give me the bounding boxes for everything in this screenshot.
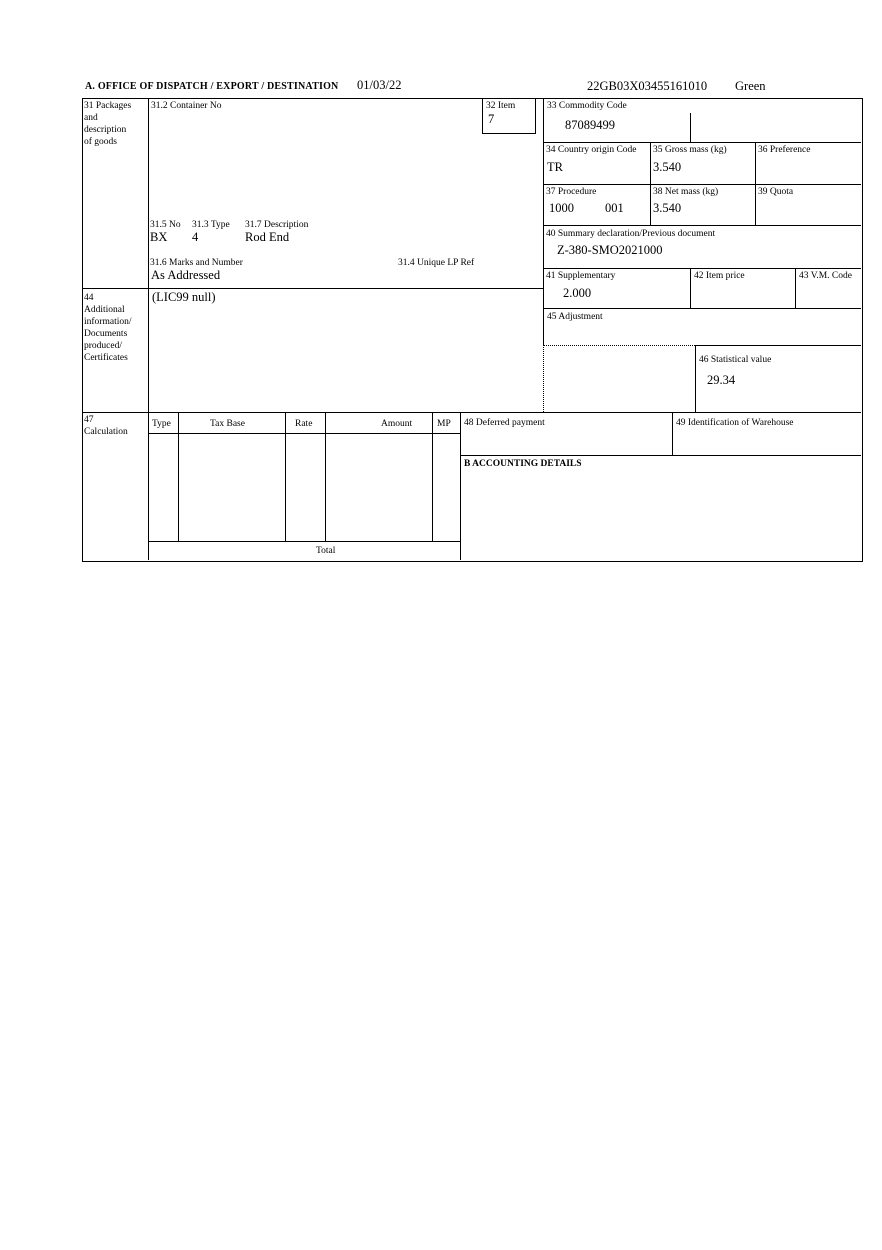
box31-3-type-value: 4 xyxy=(192,230,199,244)
box49-warehouse-label: 49 Identification of Warehouse xyxy=(676,418,794,428)
box31-4-lp-ref-label: 31.4 Unique LP Ref xyxy=(398,258,475,268)
divider xyxy=(148,98,149,560)
divider xyxy=(325,412,326,541)
box31-label-line: of goods xyxy=(84,137,117,147)
box35-gross-mass-value: 3.540 xyxy=(653,160,682,174)
box37-procedure-value-secondary: 001 xyxy=(605,201,624,215)
box31-6-marks-label: 31.6 Marks and Number xyxy=(150,258,243,268)
divider xyxy=(695,345,696,412)
divider xyxy=(82,288,543,289)
box47-label-line: 47 xyxy=(84,415,94,425)
divider xyxy=(482,98,483,133)
movement-reference-number: 22GB03X03455161010 xyxy=(587,79,708,93)
calc-col-rate: Rate xyxy=(295,419,313,429)
box43-vm-code-label: 43 V.M. Code xyxy=(799,271,852,281)
box39-quota-label: 39 Quota xyxy=(758,187,794,197)
calc-col-type: Type xyxy=(152,419,171,429)
box31-5-no-value: BX xyxy=(150,230,168,244)
box41-supplementary-value: 2.000 xyxy=(563,286,592,300)
box44-label xyxy=(84,292,132,364)
divider xyxy=(543,268,861,269)
divider xyxy=(695,345,861,346)
divider xyxy=(543,142,861,143)
box31-6-marks-value: As Addressed xyxy=(151,268,221,282)
divider xyxy=(460,412,461,560)
box31-5-no-label: 31.5 No xyxy=(150,220,181,230)
box47-label xyxy=(84,414,128,438)
box31-label-line: 31 Packages xyxy=(84,101,132,111)
calc-col-amount: Amount xyxy=(381,419,413,429)
routing-status: Green xyxy=(735,79,766,93)
box44-label-line: Certificates xyxy=(84,353,128,363)
box31-3-type-label: 31.3 Type xyxy=(192,220,230,230)
commodity-code-divider xyxy=(690,113,691,142)
box34-origin-label: 34 Country origin Code xyxy=(546,145,637,155)
box40-summary-value: Z-380-SMO2021000 xyxy=(557,243,663,257)
calc-col-tax-base: Tax Base xyxy=(210,419,245,429)
box31-label-line: description xyxy=(84,125,127,135)
box42-item-price-label: 42 Item price xyxy=(694,271,745,281)
box36-preference-label: 36 Preference xyxy=(758,145,811,155)
box44-value: (LIC99 null) xyxy=(152,290,216,304)
divider xyxy=(543,225,861,226)
dotted-divider xyxy=(543,345,544,412)
box44-label-line: Documents xyxy=(84,329,128,339)
divider xyxy=(285,412,286,541)
divider xyxy=(690,268,691,308)
box41-supplementary-label: 41 Supplementary xyxy=(546,271,616,281)
accounting-details-heading: B ACCOUNTING DETAILS xyxy=(464,459,582,469)
box40-summary-label: 40 Summary declaration/Previous document xyxy=(546,229,716,239)
box31-label xyxy=(84,100,131,148)
box44-label-line: produced/ xyxy=(84,341,122,351)
box47-label-line: Calculation xyxy=(84,427,128,437)
dotted-divider xyxy=(543,345,695,346)
calc-total-label: Total xyxy=(316,546,336,556)
box44-label-line: information/ xyxy=(84,317,132,327)
box37-procedure-value-main: 1000 xyxy=(549,201,574,215)
divider xyxy=(148,541,460,542)
box31-label-line: and xyxy=(84,113,98,123)
box33-commodity-value: 87089499 xyxy=(565,118,615,132)
box31-7-description-label: 31.7 Description xyxy=(245,220,309,230)
box44-label-line: 44 xyxy=(84,293,94,303)
box45-adjustment-label: 45 Adjustment xyxy=(547,312,603,322)
box44-label-line: Additional xyxy=(84,305,125,315)
box46-statistical-value: 29.34 xyxy=(707,373,736,387)
divider xyxy=(482,133,536,134)
box38-net-mass-label: 38 Net mass (kg) xyxy=(653,187,719,197)
box32-item-value: 7 xyxy=(488,112,495,126)
box33-commodity-label: 33 Commodity Code xyxy=(547,101,627,111)
section-a-heading: A. OFFICE OF DISPATCH / EXPORT / DESTINATION xyxy=(85,81,339,92)
box32-item-label: 32 Item xyxy=(486,101,516,111)
box35-gross-mass-label: 35 Gross mass (kg) xyxy=(653,145,727,155)
box34-origin-value: TR xyxy=(547,160,563,174)
calc-col-mp: MP xyxy=(437,419,451,429)
divider xyxy=(795,268,796,308)
box31-7-description-value: Rod End xyxy=(245,230,290,244)
divider xyxy=(543,308,861,309)
box48-deferred-label: 48 Deferred payment xyxy=(464,418,545,428)
box46-statistical-label: 46 Statistical value xyxy=(699,355,772,365)
divider xyxy=(535,98,536,133)
divider xyxy=(543,184,861,185)
box37-procedure-label: 37 Procedure xyxy=(546,187,597,197)
divider xyxy=(460,455,861,456)
divider xyxy=(178,412,179,541)
dispatch-date: 01/03/22 xyxy=(357,78,402,92)
box38-net-mass-value: 3.540 xyxy=(653,201,682,215)
divider xyxy=(82,412,861,413)
form-outline xyxy=(82,98,863,562)
divider xyxy=(672,412,673,455)
box31-2-container-label: 31.2 Container No xyxy=(151,101,222,111)
divider xyxy=(148,433,460,434)
divider xyxy=(432,412,433,541)
